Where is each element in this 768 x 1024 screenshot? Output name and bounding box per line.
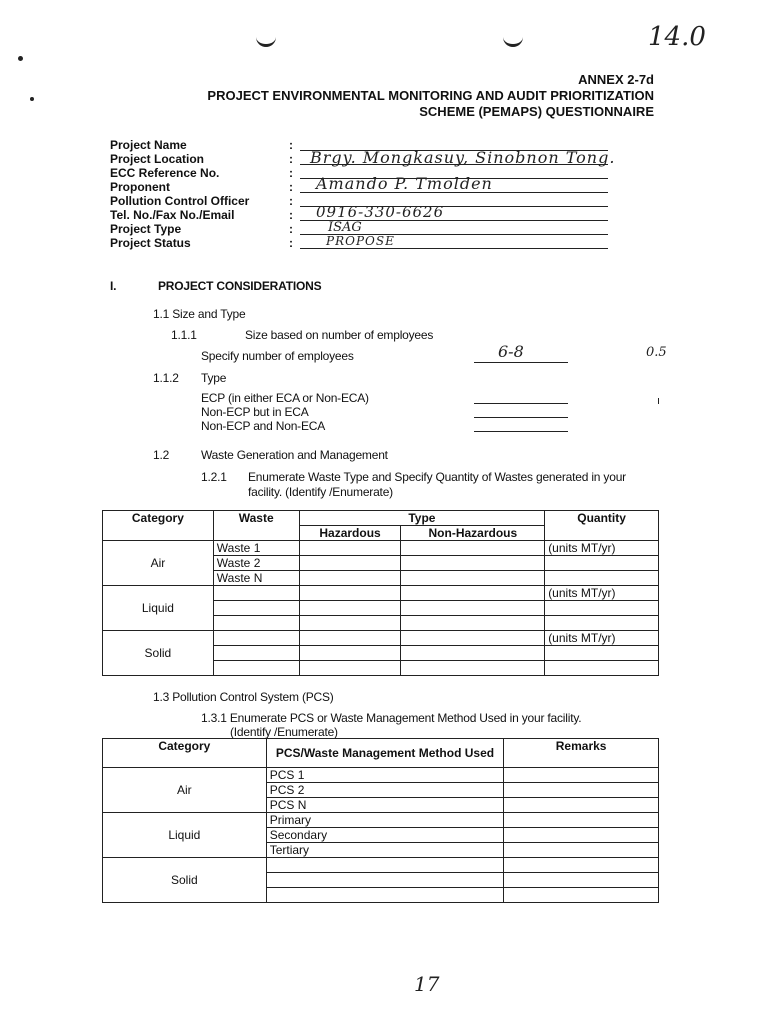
header-quantity: Quantity [545, 511, 659, 541]
footer-mark: 17 [414, 972, 440, 996]
method-cell: Secondary [266, 828, 504, 843]
non-hazardous-cell [401, 601, 545, 616]
quantity-cell [545, 571, 659, 586]
subsection-1-2-1-num: 1.2.1 [201, 470, 227, 484]
table-row [103, 858, 659, 873]
field-label: Project Name [110, 138, 187, 152]
type-option-line [474, 403, 568, 404]
method-cell: Primary [266, 813, 504, 828]
employees-label: Specify number of employees [201, 349, 354, 363]
colon: : [289, 236, 293, 250]
colon: : [289, 138, 293, 152]
remarks-cell [504, 858, 659, 873]
quantity-cell: (units MT/yr) [545, 586, 659, 601]
waste-cell [213, 586, 299, 601]
quantity-cell [545, 646, 659, 661]
method-cell: PCS 1 [266, 768, 504, 783]
header-category: Category [103, 511, 214, 541]
non-hazardous-cell [401, 571, 545, 586]
subsection-1-2-title: Waste Generation and Management [201, 448, 388, 462]
header-remarks: Remarks [504, 739, 659, 768]
method-cell: PCS 2 [266, 783, 504, 798]
form-title-line1: PROJECT ENVIRONMENTAL MONITORING AND AUDIT PRIORITIZATION [207, 88, 654, 103]
remarks-cell [504, 828, 659, 843]
table-row [103, 541, 659, 556]
section-title: PROJECT CONSIDERATIONS [158, 279, 322, 293]
hazardous-cell [299, 541, 401, 556]
quantity-cell: (units MT/yr) [545, 631, 659, 646]
employees-line [474, 362, 568, 363]
waste-cell [213, 661, 299, 676]
subsection-1-1-2-title: Type [201, 371, 227, 385]
field-label: Tel. No./Fax No./Email [110, 208, 235, 222]
field-label: Project Location [110, 152, 205, 166]
tel-value: 0916-330-6626 [316, 203, 445, 221]
category-cell: Solid [103, 631, 214, 676]
subsection-1-3: 1.3 Pollution Control System (PCS) [153, 690, 334, 704]
waste-cell: Waste N [213, 571, 299, 586]
remarks-cell [504, 798, 659, 813]
punch-mark-right [503, 36, 523, 47]
non-hazardous-cell [401, 661, 545, 676]
scan-dot [30, 97, 34, 101]
waste-cell [213, 631, 299, 646]
field-label: ECC Reference No. [110, 166, 220, 180]
subsection-1-3-1-line1: 1.3.1 Enumerate PCS or Waste Management Method Used in your facility. [201, 711, 582, 725]
project-type-value: ISAG [328, 220, 362, 235]
form-title-line2: SCHEME (PEMAPS) QUESTIONNAIRE [419, 104, 654, 119]
table-row [103, 631, 659, 646]
type-option-line [474, 431, 568, 432]
waste-cell [213, 616, 299, 631]
quantity-cell [545, 616, 659, 631]
quantity-cell: (units MT/yr) [545, 541, 659, 556]
type-option: Non-ECP but in ECA [201, 405, 309, 419]
non-hazardous-cell [401, 646, 545, 661]
table-row [103, 813, 659, 828]
method-cell [266, 858, 504, 873]
hazardous-cell [299, 661, 401, 676]
waste-table [102, 510, 659, 676]
section-number: I. [110, 279, 117, 293]
table-row [103, 768, 659, 783]
waste-cell [213, 646, 299, 661]
header-type: Type [299, 511, 545, 526]
annex-label: ANNEX 2-7d [578, 72, 654, 87]
tick-mark [658, 398, 659, 404]
field-label: Proponent [110, 180, 170, 194]
hazardous-cell [299, 631, 401, 646]
hazardous-cell [299, 556, 401, 571]
header-method: PCS/Waste Management Method Used [266, 739, 504, 768]
remarks-cell [504, 888, 659, 903]
field-label: Project Status [110, 236, 191, 250]
header-category: Category [103, 739, 267, 768]
subsection-1-2-1-line1: Enumerate Waste Type and Specify Quantity of Wastes generated in your [248, 470, 626, 484]
field-label: Pollution Control Officer [110, 194, 250, 208]
method-cell [266, 888, 504, 903]
scan-dot [18, 56, 23, 61]
hazardous-cell [299, 646, 401, 661]
category-cell: Solid [103, 858, 267, 903]
type-option: ECP (in either ECA or Non-ECA) [201, 391, 369, 405]
subsection-1-1-1-num: 1.1.1 [171, 328, 197, 342]
field-label: Project Type [110, 222, 182, 236]
proponent-value: Amando P. Tmolden [316, 174, 493, 193]
quantity-cell [545, 556, 659, 571]
non-hazardous-cell [401, 586, 545, 601]
waste-cell: Waste 2 [213, 556, 299, 571]
colon: : [289, 180, 293, 194]
hazardous-cell [299, 601, 401, 616]
subsection-1-1: 1.1 Size and Type [153, 307, 246, 321]
table-row [103, 586, 659, 601]
header-non-hazardous: Non-Hazardous [401, 526, 545, 541]
colon: : [289, 194, 293, 208]
method-cell [266, 873, 504, 888]
remarks-cell [504, 783, 659, 798]
category-cell: Liquid [103, 813, 267, 858]
remarks-cell [504, 873, 659, 888]
non-hazardous-cell [401, 556, 545, 571]
colon: : [289, 166, 293, 180]
hazardous-cell [299, 571, 401, 586]
project-status-value: PROPOSE [326, 234, 395, 248]
waste-cell [213, 601, 299, 616]
header-waste: Waste [213, 511, 299, 541]
waste-cell: Waste 1 [213, 541, 299, 556]
remarks-cell [504, 813, 659, 828]
pcs-table [102, 738, 659, 903]
header-hazardous: Hazardous [299, 526, 401, 541]
non-hazardous-cell [401, 631, 545, 646]
subsection-1-1-2-num: 1.1.2 [153, 371, 179, 385]
colon: : [289, 222, 293, 236]
category-cell: Air [103, 768, 267, 813]
project-location-value: Brgy. Mongkasuy, Sinobnon Tong. [310, 148, 616, 167]
employees-value: 6-8 [498, 342, 524, 361]
colon: : [289, 152, 293, 166]
method-cell: Tertiary [266, 843, 504, 858]
remarks-cell [504, 843, 659, 858]
subsection-1-2-num: 1.2 [153, 448, 170, 462]
non-hazardous-cell [401, 541, 545, 556]
subsection-1-3-1-line2: (Identify /Enumerate) [230, 725, 338, 739]
quantity-cell [545, 601, 659, 616]
margin-note: 0.5 [646, 345, 667, 360]
type-option: Non-ECP and Non-ECA [201, 419, 326, 433]
page-mark: 14.0 [648, 22, 706, 52]
punch-mark-left [256, 36, 276, 47]
subsection-1-1-1-title: Size based on number of employees [245, 328, 434, 342]
type-option-line [474, 417, 568, 418]
field-line [300, 248, 608, 249]
subsection-1-2-1-line2: facility. (Identify /Enumerate) [248, 485, 393, 499]
hazardous-cell [299, 616, 401, 631]
colon: : [289, 208, 293, 222]
non-hazardous-cell [401, 616, 545, 631]
hazardous-cell [299, 586, 401, 601]
category-cell: Liquid [103, 586, 214, 631]
quantity-cell [545, 661, 659, 676]
category-cell: Air [103, 541, 214, 586]
method-cell: PCS N [266, 798, 504, 813]
remarks-cell [504, 768, 659, 783]
